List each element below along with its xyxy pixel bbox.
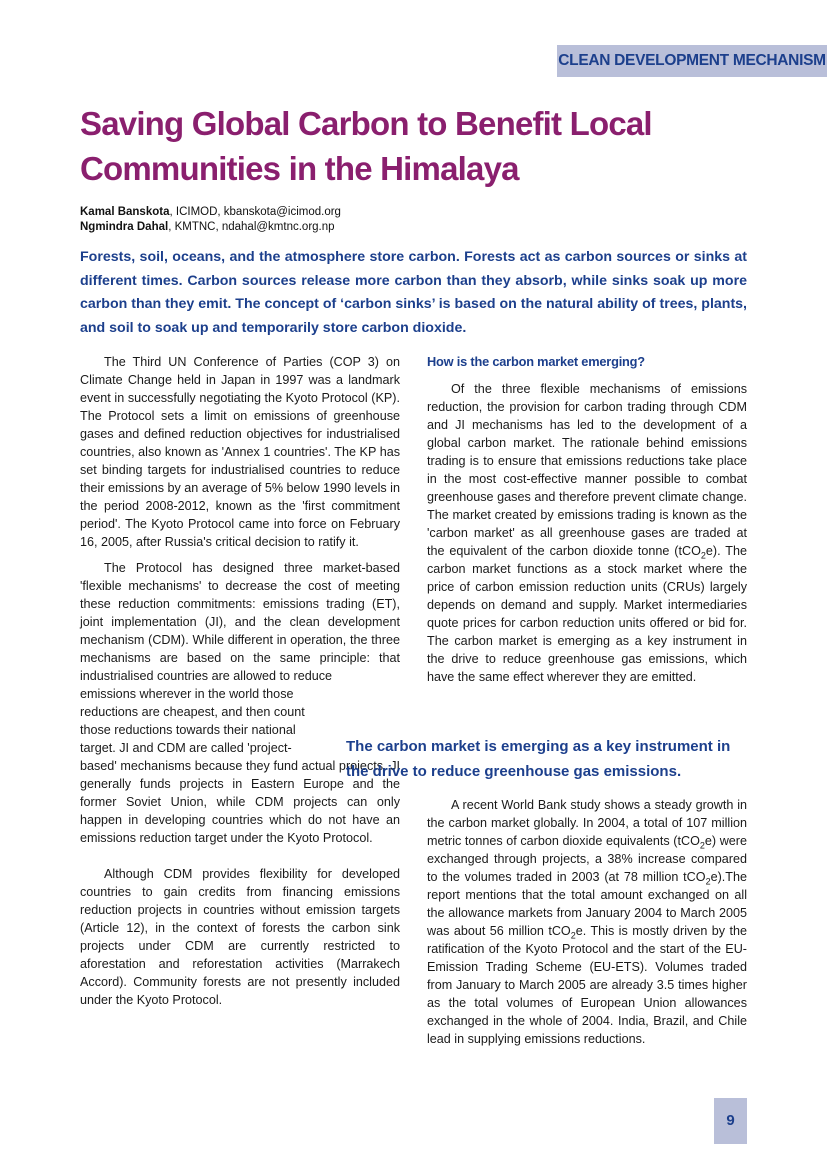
section-tab: CLEAN DEVELOPMENT MECHANISM xyxy=(557,45,827,77)
body-paragraph: Although CDM provides flexibility for developed countries to gain credits from financing emissions reduction projects in countries without emission targets (Article 12), in the context of forests the carbon sink projects under CDM are currently restricted to aforestation and reforestation activities (Marrakech Accord). Community forests are not presently included under the Kyoto Protocol. xyxy=(80,867,400,1007)
body-paragraph: The Third UN Conference of Parties (COP 3) on Climate Change held in Japan in 1997 was a landmark event in successfully negotiating the Kyoto Protocol (KP). The Protocol sets a limit on emissions of greenhouse gases and defined reduction objectives for industrialised countries, also known as 'Annex 1 countries'. The KP has set binding targets for industrialised countries to reduce their emissions by an average of 5% below 1990 levels in the period 2008-2012, known as the 'first commitment period'. The Kyoto Protocol came into force on February 16, 2005, after Russia's critical decision to ratify it. xyxy=(80,355,400,549)
text-run: e) were exchanged through projects, a 38% increase compared to the volumes traded in 2003 (at 78 million tCO xyxy=(427,834,747,884)
text-run: A recent World Bank study shows a steady growth in the carbon market globally. In 2004, a total of 107 million metric tonnes of carbon dioxide equivalents (tCO xyxy=(427,798,747,848)
body-paragraph xyxy=(427,380,747,686)
text-run: e). The carbon market functions as a stock market where the price of carbon emission reduction units (CRUs) largely depends on demand and supply. Market intermediaries quote prices for carbon reduction units offered or bid for. The carbon market is emerging as a key instrument in the drive to reduce greenhouse gas emissions, which have the same effect wherever they are emitted. xyxy=(427,544,747,684)
author-list xyxy=(80,205,760,234)
subscript: 2 xyxy=(699,840,705,851)
subscript: 2 xyxy=(705,876,711,887)
subscript: 2 xyxy=(570,930,576,941)
body-paragraph xyxy=(80,559,400,685)
author-name: Kamal Banskota xyxy=(80,206,170,218)
text-run: e).The report mentions that the total amount exchanged on all the allowance markets from January 2004 to March 2005 was about 56 million tCO xyxy=(427,870,747,938)
author-line xyxy=(80,220,760,235)
pull-quote: The carbon market is emerging as a key instrument in the drive to reduce greenhouse gas emissions. xyxy=(346,738,731,780)
right-column xyxy=(427,353,747,686)
page-number: 9 xyxy=(714,1098,747,1144)
author-line xyxy=(80,205,760,220)
subscript: 2 xyxy=(700,550,706,561)
text-run: Of the three flexible mechanisms of emissions reduction, the provision for carbon trading through CDM and JI mechanisms has led to the development of a global carbon market. The rationale behind emissions trading is to ensure that emissions reductions take place in the most cost-effective manner possible to combat greenhouse gases and therefore prevent climate change. The market created by emissions trading is known as the 'carbon market' as all greenhouse gases are traded at the equivalent of the carbon dioxide tonne (tCO xyxy=(427,382,747,558)
text-run: e. This is mostly driven by the ratification of the Kyoto Protocol and the start of the EU-Emission Trading Scheme (EU-ETS). Volumes traded from January to March 2005 are already 3.5 times higher as the total volumes of European Union allowances exchanged in the whole of 2004. India, Brazil, and Chile lead in supplying emissions reductions. xyxy=(427,924,747,1046)
author-name: Ngmindra Dahal xyxy=(80,220,169,233)
right-column-lower xyxy=(427,796,747,1048)
author-details: , ICIMOD, kbanskota@icimod.org xyxy=(169,206,341,218)
inset-text-block: emissions wherever in the world those reductions are cheapest, and then count those reductions towards their national target. JI and CDM are called 'project- xyxy=(80,687,305,755)
body-paragraph xyxy=(427,796,747,1048)
paragraph-continuation: based' mechanisms because they fund actual projects. JI generally funds projects in Eastern Europe and the former Soviet Union, while CDM projects can only happen in developing countries which do not have an emissions reduction target under the Kyoto Protocol. xyxy=(80,759,400,845)
section-subheading: How is the carbon market emerging? xyxy=(427,354,645,369)
article-title: Saving Global Carbon to Benefit Local Communities in the Himalaya xyxy=(80,105,652,187)
left-column xyxy=(80,353,400,1009)
paragraph-top: The Protocol has designed three market-based 'flexible mechanisms' to decrease the cost of meeting these reduction commitments: emissions trading (ET), joint implementation (JI), and the clean development mechanism (CDM). While different in operation, the three mechanisms are based on the same principle: that industrialised countries are allowed to reduce xyxy=(80,561,400,683)
author-details: , KMTNC, ndahal@kmtnc.org.np xyxy=(168,220,335,233)
lead-paragraph: Forests, soil, oceans, and the atmosphere store carbon. Forests act as carbon sources or sinks at different times. Carbon sources release more carbon than they absorb, while sinks soak up more carbon than they emit. The concept of ‘carbon sinks’ is based on the natural ability of trees, plants, and soil to soak up and temporarily store carbon dioxide. xyxy=(80,249,747,336)
